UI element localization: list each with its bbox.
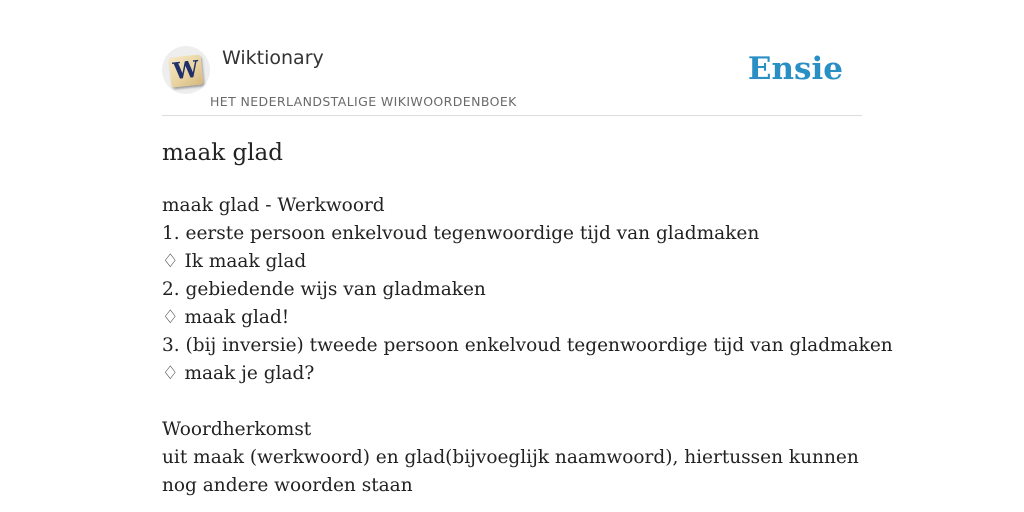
definition-line: 1. eerste persoon enkelvoud tegenwoordige tijd van gladmaken <box>162 223 760 244</box>
example-line: ♢ Ik maak glad <box>162 251 307 272</box>
definition-heading: maak glad - Werkwoord <box>162 195 385 216</box>
site-name[interactable]: Wiktionary <box>222 47 324 69</box>
definition-line: 2. gebiedende wijs van gladmaken <box>162 279 486 300</box>
section-spacer <box>162 388 862 416</box>
example-line: ♢ maak je glad? <box>162 363 315 384</box>
definition-line: 3. (bij inversie) tweede persoon enkelvoud tegenwoordige tijd van gladmaken <box>162 335 893 356</box>
logo-letter: W <box>171 55 201 86</box>
ensie-brand-link[interactable]: Ensie <box>747 51 843 87</box>
entry-content <box>162 192 893 500</box>
etymology-heading: Woordherkomst <box>162 419 312 440</box>
example-line: ♢ maak glad! <box>162 307 290 328</box>
page-title: maak glad <box>162 140 283 166</box>
etymology-text: uit maak (werkwoord) en glad(bijvoeglijk naamwoord), hiertussen kunnen nog andere woorden staan <box>162 447 859 496</box>
site-header <box>162 44 862 116</box>
site-tagline: HET NEDERLANDSTALIGE WIKIWOORDENBOEK <box>210 94 517 109</box>
logo-tile-icon <box>169 54 204 87</box>
wiktionary-logo[interactable] <box>162 46 210 94</box>
